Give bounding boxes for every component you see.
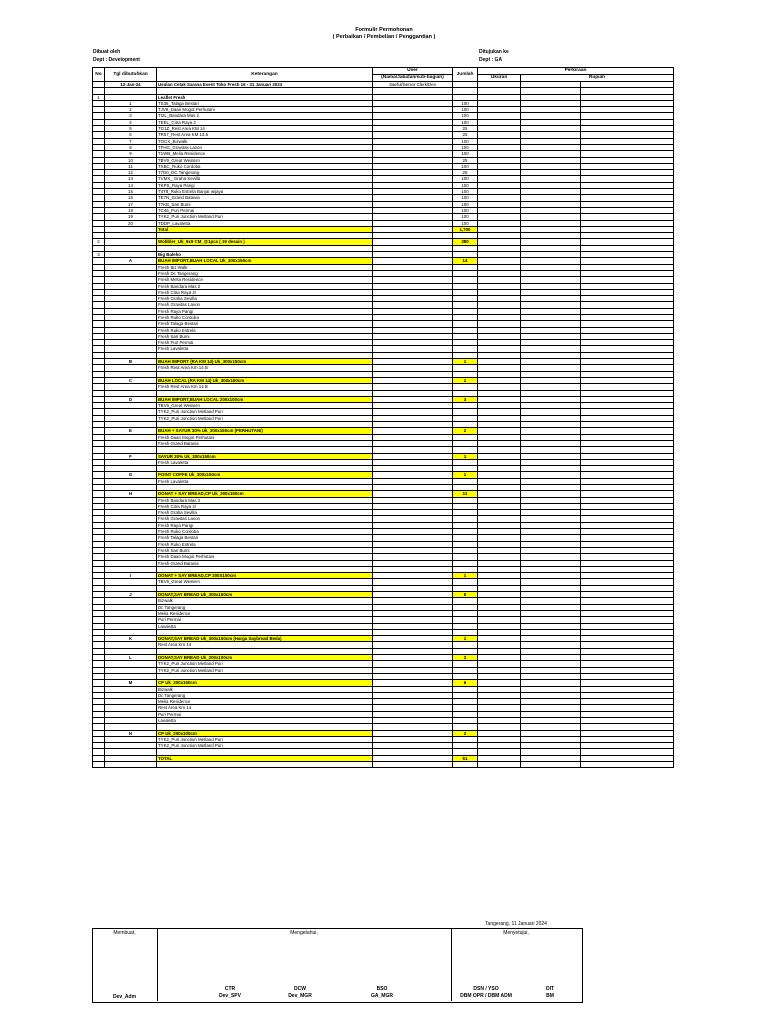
cell-tgl: A [105, 258, 157, 264]
cell-keterangan: POINT COFFE Uk_300x150cm [157, 472, 373, 478]
signer-4-title: BSO [376, 986, 388, 992]
cell-keterangan: TBV9_Great Western [157, 403, 373, 409]
cell-keterangan: BUAH IMPORT,BUAH LOCAL Uk_300x150cm [157, 258, 373, 264]
cell-tgl: 8 [105, 144, 157, 150]
cell-keterangan: Dc Tangerang [157, 692, 373, 698]
cell-keterangan [157, 762, 373, 768]
signer-4-name: GA_MGR [371, 993, 393, 999]
cell-tgl: 1 [105, 100, 157, 106]
cell-jumlah: 2 [453, 655, 478, 661]
signer-5-name: DBM OPR / DBM ADM [460, 993, 512, 999]
cell-keterangan: BUAH + SAYUR 30% Uk_300x150cm (PERHUTANI) [157, 428, 373, 434]
cell-no: 1 [93, 94, 105, 100]
cell-tgl: 13 [105, 176, 157, 182]
cell-keterangan: DONAT + SAY BREAD,CP 200X100cm [157, 573, 373, 579]
cell-keterangan: TEEL_Citra Raya 2 [157, 119, 373, 125]
cell-tgl: 12 [105, 170, 157, 176]
cell-keterangan: Lavaletta [157, 717, 373, 723]
cell-keterangan: Fresh Lavaletta [157, 346, 373, 352]
col-jumlah: Jumlah [453, 68, 478, 82]
cell-keterangan: Fresh Ruko Cordoba [157, 314, 373, 320]
cell-ukuran [478, 762, 521, 768]
cell-jumlah: 25 [453, 157, 478, 163]
signer-5-title: DSN / YSO [473, 986, 499, 992]
cell-keterangan: Fresh Grand Batavia [157, 560, 373, 566]
cell-keterangan: Fresh Citra Raya 2/ [157, 503, 373, 509]
menyetujui-label: Menyetujui, [503, 930, 529, 936]
cell-tgl: G [105, 472, 157, 478]
cell-keterangan: T7KB_Sari Bumi [157, 201, 373, 207]
cell-jumlah: 1 [453, 453, 478, 459]
cell-tgl: 16 [105, 195, 157, 201]
cell-keterangan: Fresh Biz Walk [157, 264, 373, 270]
cell-keterangan: TYK2_Puri Junction Metland Puri [157, 736, 373, 742]
cell-tgl: 2 [105, 107, 157, 113]
cell-keterangan: TKPS_Raya Parigi [157, 182, 373, 188]
cell-keterangan: Total [157, 226, 373, 232]
signer-3-name: Dev_MGR [288, 993, 312, 999]
cell-keterangan: T7D0_DC Tangerang [157, 170, 373, 176]
cell-keterangan: TS35_Talaga Bestari [157, 100, 373, 106]
table-row [93, 762, 674, 768]
cell-tgl: 4 [105, 119, 157, 125]
cell-jumlah: 1 [453, 359, 478, 365]
cell-tgl: 7 [105, 138, 157, 144]
cell-keterangan: TVMX_ Graha Sevilla [157, 176, 373, 182]
header-row-1 [93, 68, 674, 75]
cell-keterangan: TDDP_Lavaletta [157, 220, 373, 226]
cell-keterangan: Fresh Talaga Bestari [157, 321, 373, 327]
dept-from: Dept : Development [93, 57, 140, 63]
cell-tgl: B [105, 359, 157, 365]
cell-keterangan: Usulan Cetak Sarana Event Toko Fresh 16 - 31 Januari 2024 [157, 82, 373, 88]
cell-keterangan: Fresh Melia Residence [157, 277, 373, 283]
cell-keterangan: Fresh Sari Bumi [157, 333, 373, 339]
cell-keterangan: Bizwalk [157, 686, 373, 692]
signer-1-name: Dev_Adm [112, 994, 137, 1000]
cell-keterangan: BUAH LOCAL (RA KM 14) Uk_300x150cm [157, 377, 373, 383]
cell-jumlah: 100 [453, 107, 478, 113]
cell-keterangan: SAYUR 30% Uk_300x150cm [157, 453, 373, 459]
cell-keterangan: CP Uk_200x100cm [157, 730, 373, 736]
signer-6-title: DIT [545, 986, 555, 992]
cell-jumlah: 11 [453, 491, 478, 497]
cell-jumlah: 1 [453, 377, 478, 383]
cell-keterangan: Fresh Rest Area Km 14 B [157, 384, 373, 390]
signer-3-title: DCW [294, 986, 306, 992]
cell-keterangan: Fresh Graha Sevilla [157, 510, 373, 516]
cell-keterangan: TYK2_Puri Junction Metland Puri [157, 409, 373, 415]
cell-tgl: 11 [105, 163, 157, 169]
cell-jumlah: 1,700 [453, 226, 478, 232]
cell-jumlah: 25 [453, 170, 478, 176]
cell-tgl: 9 [105, 151, 157, 157]
cell-jumlah: 51 [453, 755, 478, 761]
cell-keterangan: Fresh Ruko Cordoba [157, 529, 373, 535]
cell-keterangan: DONAT,SAY BREAD Uk_200x100cm [157, 655, 373, 661]
cell-keterangan: Bizwalk [157, 598, 373, 604]
cell-jumlah: 100 [453, 100, 478, 106]
cell-jumlah: 100 [453, 163, 478, 169]
cell-keterangan: TYK2_Puri Junction Metland Puri [157, 743, 373, 749]
cell-jumlah: 25 [453, 132, 478, 138]
cell-jumlah: 14 [453, 258, 478, 264]
cell-keterangan: DONAT,SAY BREAD Uk_300x150cm [157, 592, 373, 598]
cell-keterangan: TC46_Puri Permai [157, 207, 373, 213]
cell-tgl: 14 [105, 182, 157, 188]
cell-keterangan: TYK2_Puri Junction Metland Puri [157, 415, 373, 421]
dibuat-oleh-label: Dibuat oleh [93, 49, 121, 55]
col-user-sub: (Nama/Jabatan/sub-bagian) [373, 75, 453, 82]
col-tgl: Tgl dibutuhkan [105, 68, 157, 82]
cell-keterangan: Dc Tangerang [157, 604, 373, 610]
cell-keterangan: TOCX_Bizwalk [157, 138, 373, 144]
cell-jumlah: 380 [453, 239, 478, 245]
cell-tgl: 3 [105, 113, 157, 119]
cell-keterangan: Melia Residence [157, 610, 373, 616]
cell-tgl: C [105, 377, 157, 383]
cell-tgl: 5 [105, 126, 157, 132]
cell-rupiah-a [521, 762, 581, 768]
cell-keterangan: Fresh Gravitas Lavon [157, 516, 373, 522]
cell-jumlah: 3 [453, 396, 478, 402]
form-title: Formulir Permohonan [355, 27, 413, 33]
cell-tgl: 20 [105, 220, 157, 226]
cell-jumlah: 100 [453, 144, 478, 150]
cell-jumlah: 6 [453, 680, 478, 686]
cell-keterangan: Leaflet Fresh [157, 94, 373, 100]
col-ukuran: Ukuran [478, 75, 521, 82]
col-no: No [93, 68, 105, 82]
cell-tgl: E [105, 428, 157, 434]
cell-user [373, 762, 453, 768]
cell-keterangan: DONAT + SAY BREAD,CP Uk_300x150cm [157, 491, 373, 497]
cell-keterangan: Fresh Raya Parigi [157, 308, 373, 314]
cell-jumlah: 100 [453, 220, 478, 226]
cell-jumlah [453, 762, 478, 768]
cell-keterangan: BUAH IMPORT (RA KM 14) Uk_300x150cm [157, 359, 373, 365]
cell-jumlah: 100 [453, 189, 478, 195]
cell-jumlah: 100 [453, 138, 478, 144]
cell-tgl: L [105, 655, 157, 661]
cell-keterangan: TYK2_Puri Junction Metland Puri [157, 667, 373, 673]
cell-keterangan: Fresh Daan Mogot Perhutani [157, 434, 373, 440]
cell-keterangan: Fresh Citra Raya 2/ [157, 289, 373, 295]
cell-keterangan: Fresh Raya Parigi [157, 522, 373, 528]
cell-tgl: K [105, 636, 157, 642]
signer-2-name: Dev_SPV [219, 993, 241, 999]
cell-jumlah: 100 [453, 207, 478, 213]
cell-keterangan: Fresh Ruko Estrela [157, 541, 373, 547]
cell-keterangan: TJV9_Daan Mogot Perhutani [157, 107, 373, 113]
cell-tgl: D [105, 396, 157, 402]
cell-keterangan: Rest Area Km 14 [157, 642, 373, 648]
cell-keterangan: Wobbler_Uk_9x9 CM_@1pcs ( 19 desain ) [157, 239, 373, 245]
cell-tgl: 18 [105, 207, 157, 213]
cell-keterangan: Fresh Gravitas Lavon [157, 302, 373, 308]
cell-keterangan: TE7N_Grand Batavia [157, 195, 373, 201]
cell-tgl: F [105, 453, 157, 459]
cell-keterangan: Rest Area Km 14 [157, 705, 373, 711]
cell-keterangan: Fresh Bandara Mas 2 [157, 283, 373, 289]
cell-keterangan: TBV9_Great Western [157, 157, 373, 163]
cell-keterangan: T4T8_Ruko Estrela Banjar wijaya [157, 189, 373, 195]
col-keterangan: Keterangan [157, 68, 373, 82]
cell-jumlah: 1 [453, 636, 478, 642]
cell-keterangan: DONAT,SAY BREAD Uk_300x150cm (Harga Saybread Beda) [157, 636, 373, 642]
cell-tgl: J [105, 592, 157, 598]
cell-keterangan: Fresh Puri Permai [157, 340, 373, 346]
cell-tgl [105, 762, 157, 768]
mengetahui-label: Mengetahui, [290, 930, 318, 936]
cell-keterangan: Fresh Sari Bumi [157, 547, 373, 553]
cell-no: 3 [93, 252, 105, 258]
cell-keterangan: TI2L_Bandara Mas 2 [157, 113, 373, 119]
cell-no: 2 [93, 239, 105, 245]
cell-tgl: M [105, 680, 157, 686]
signer-6-name: BM [546, 993, 554, 999]
cell-tgl: N [105, 730, 157, 736]
cell-keterangan: Fresh Lavaletta [157, 459, 373, 465]
cell-keterangan: Puri Permai [157, 617, 373, 623]
cell-keterangan: TR57_Rest Area KM 13,5 [157, 132, 373, 138]
form-subtitle: ( Perbaikan / Pembelian / Penggantian ) [332, 34, 436, 40]
cell-tgl: 15 [105, 189, 157, 195]
cell-keterangan: Fresh Talaga Bestari [157, 535, 373, 541]
cell-no [93, 762, 105, 768]
cell-keterangan: TYK2_Puri Junction Metland Puri [157, 214, 373, 220]
cell-tgl: 10 [105, 157, 157, 163]
col-rupiah: Rupiah [521, 75, 674, 82]
cell-tgl: 12-Jan-24 [105, 82, 157, 88]
cell-jumlah: 100 [453, 151, 478, 157]
cell-keterangan: TOTAL [157, 755, 373, 761]
cell-jumlah: 25 [453, 126, 478, 132]
cell-keterangan: Fresh Graha Sevilla [157, 296, 373, 302]
cell-keterangan: Puri Permai [157, 711, 373, 717]
cell-keterangan: Fresh Dc Tangerang [157, 270, 373, 276]
cell-tgl: H [105, 491, 157, 497]
col-perkiraan: Perkiraan [478, 68, 674, 75]
cell-keterangan: T1WB_Melia Residence [157, 151, 373, 157]
cell-jumlah: 1 [453, 472, 478, 478]
cell-keterangan: Big Baleho [157, 252, 373, 258]
cell-keterangan: TBV9_Great Western [157, 579, 373, 585]
cell-keterangan: TYK2_Puri Junction Metland Puri [157, 661, 373, 667]
cell-jumlah: 100 [453, 182, 478, 188]
cell-user: Saeful/Senior Clerk/Dev [373, 82, 453, 88]
cell-keterangan: Fresh Grand Batavia [157, 440, 373, 446]
cell-keterangan: Fresh Daan Mogot Perhutani [157, 554, 373, 560]
cell-keterangan: BUAH IMPORT,BUAH LOCAL 200x100cm [157, 396, 373, 402]
cell-keterangan: Fresh Ruko Estrela [157, 327, 373, 333]
signer-2-title: CTR [224, 986, 236, 992]
place-date: Tangerang, 11 Januari 2024 [485, 921, 547, 927]
cell-jumlah: 5 [453, 592, 478, 598]
col-user: User [373, 68, 453, 75]
cell-jumlah: 100 [453, 195, 478, 201]
cell-rupiah-b [581, 762, 674, 768]
cell-jumlah: 2 [453, 428, 478, 434]
cell-tgl: 6 [105, 132, 157, 138]
cell-keterangan: Melia Residence [157, 699, 373, 705]
request-table [92, 67, 674, 768]
cell-keterangan: TFHG_Gravitas Lavon [157, 144, 373, 150]
cell-tgl: 19 [105, 214, 157, 220]
cell-keterangan: Fresh Rest Area Km 14 B [157, 365, 373, 371]
cell-keterangan: CP Uk_300x150cm [157, 680, 373, 686]
cell-jumlah: 100 [453, 119, 478, 125]
cell-tgl: I [105, 573, 157, 579]
cell-jumlah: 100 [453, 113, 478, 119]
cell-jumlah: 1 [453, 573, 478, 579]
cell-keterangan: Fresh Bandara Mas 2 [157, 497, 373, 503]
cell-jumlah: 100 [453, 201, 478, 207]
signature-divider-1 [157, 928, 158, 1001]
dept-to: Dept : GA [479, 57, 503, 63]
membuat-label: Membuat, [113, 930, 136, 936]
ditujukan-ke-label: Ditujukan ke [479, 49, 509, 55]
cell-keterangan: Lavaletta [157, 623, 373, 629]
cell-keterangan: Fresh Lavaletta [157, 478, 373, 484]
cell-jumlah: 100 [453, 176, 478, 182]
cell-jumlah: 2 [453, 730, 478, 736]
cell-jumlah: 100 [453, 214, 478, 220]
cell-keterangan: TXBC_Ruko Cordoba [157, 163, 373, 169]
cell-tgl: 17 [105, 201, 157, 207]
cell-keterangan: TG1Z_Rest Area KM 14 [157, 126, 373, 132]
